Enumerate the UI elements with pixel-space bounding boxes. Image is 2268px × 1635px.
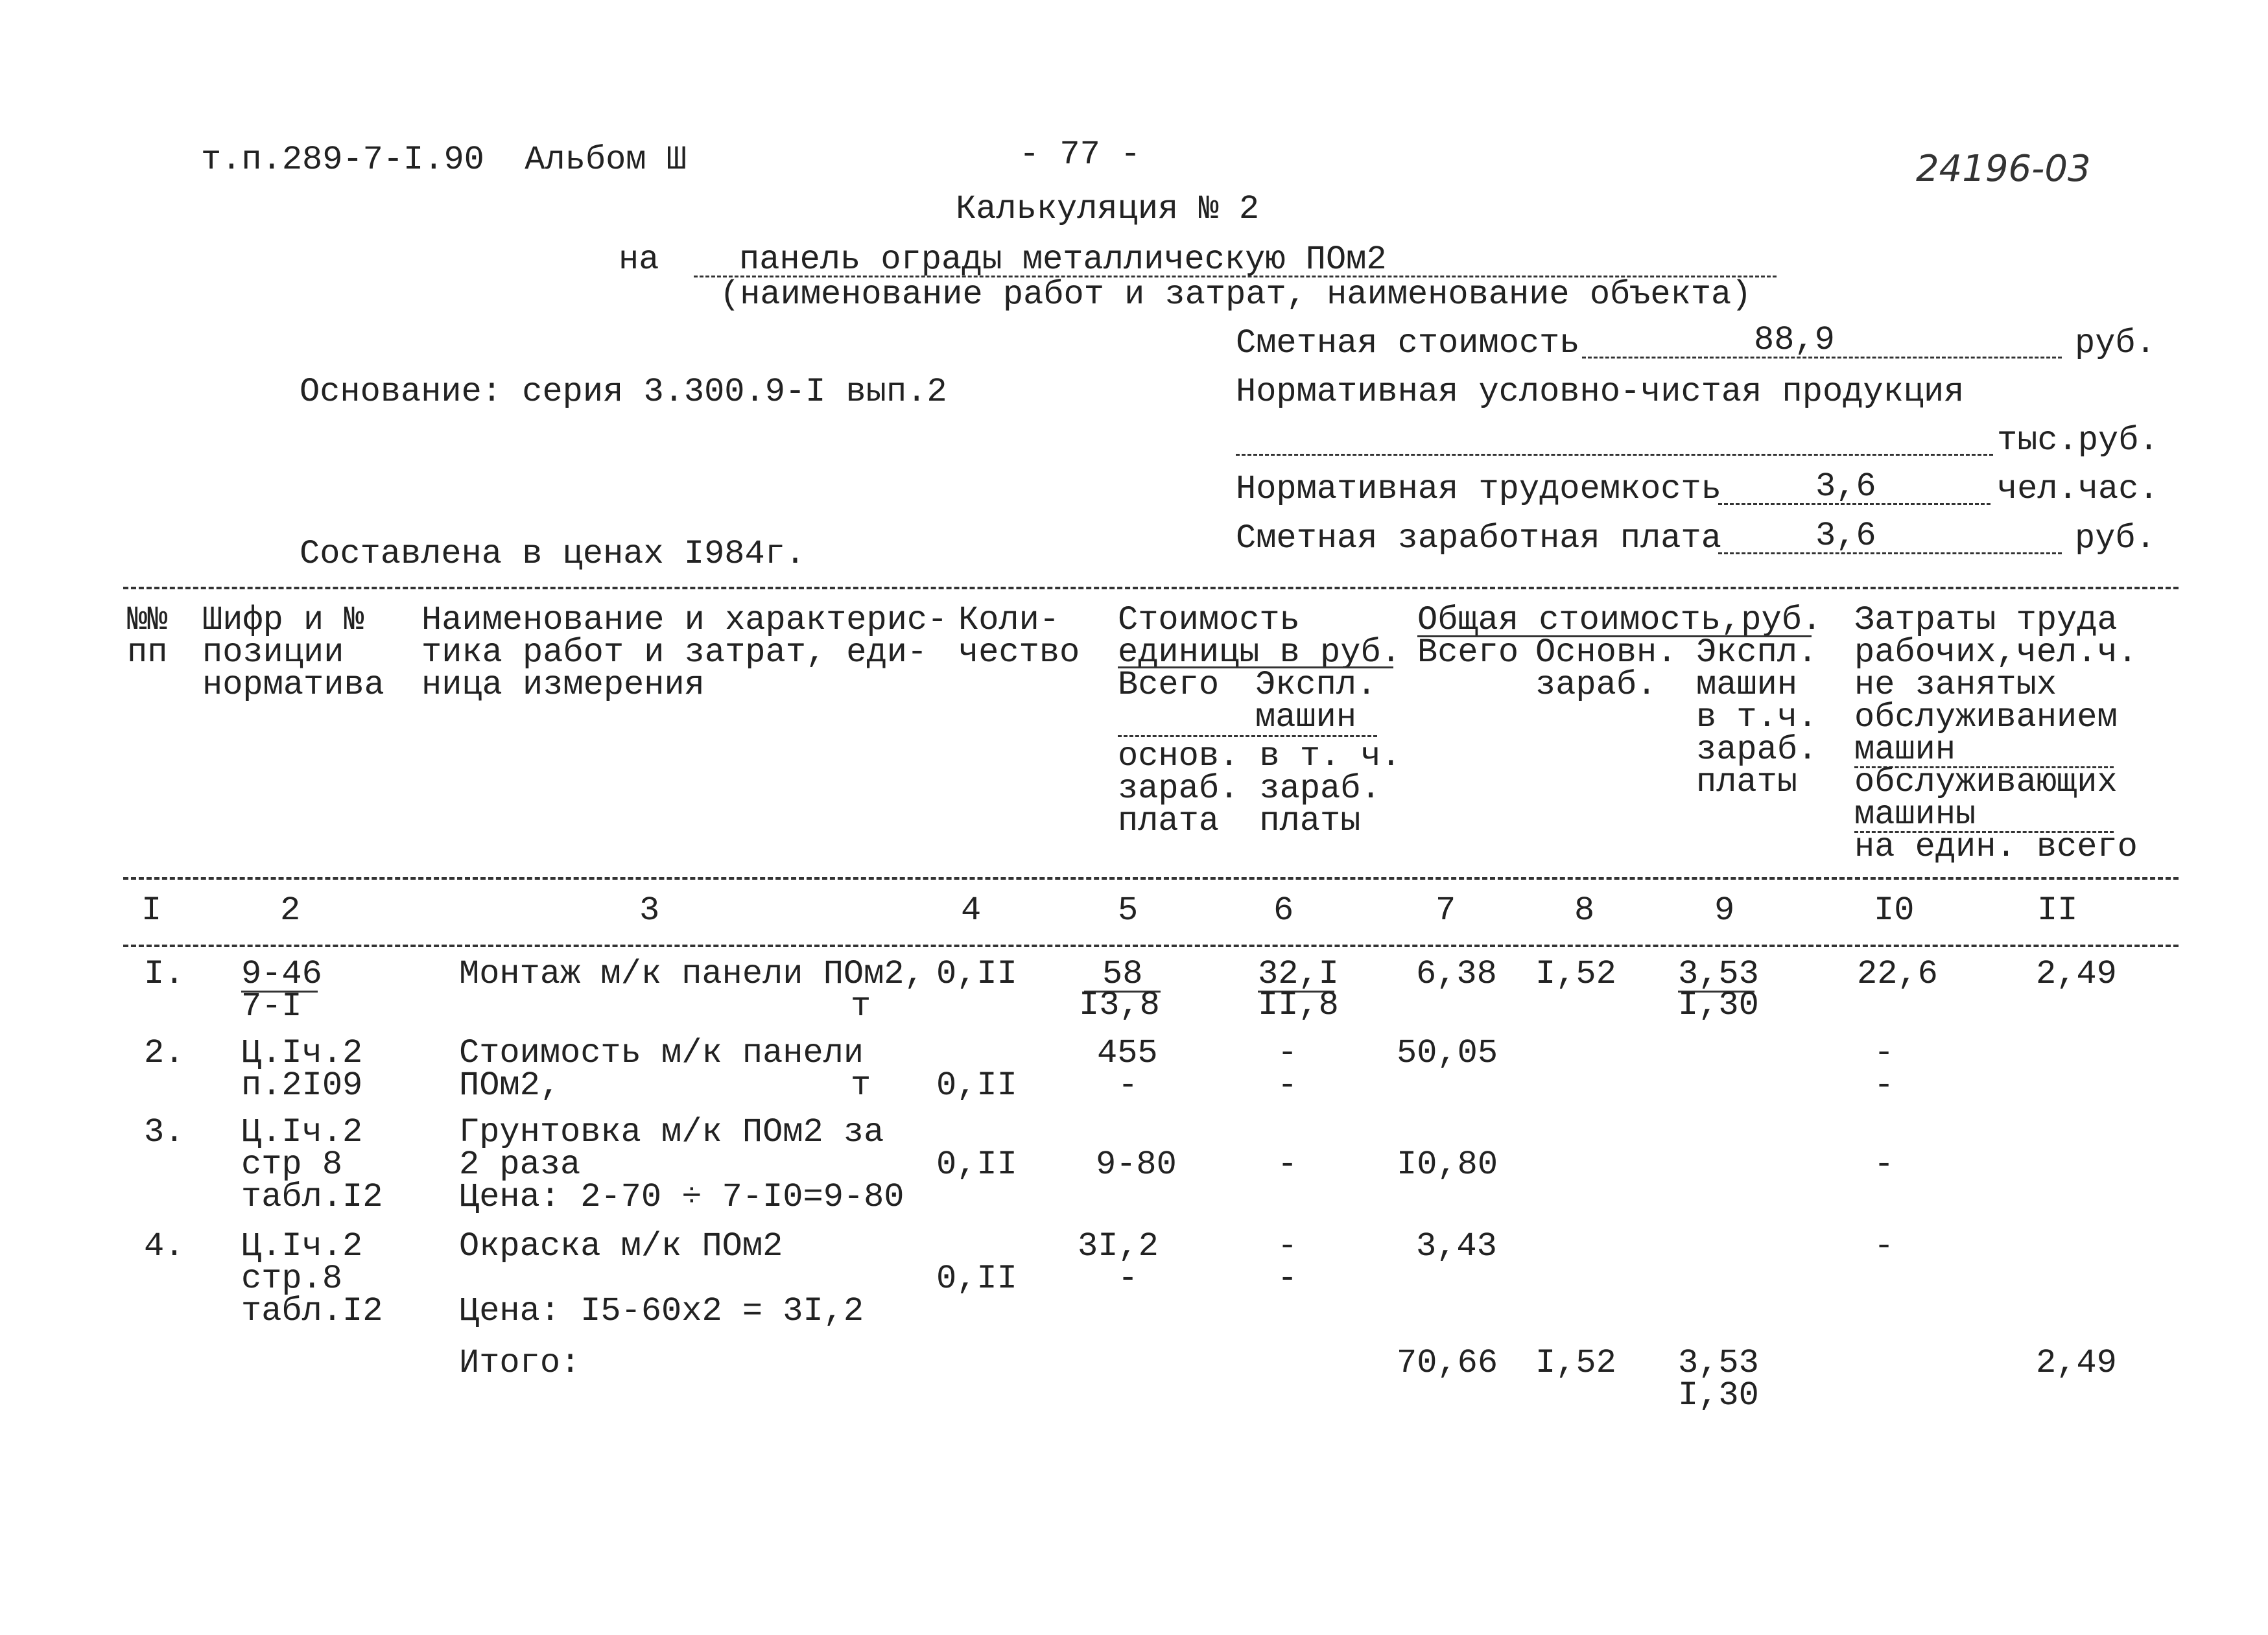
row2-col5-bottom: - [1118,1066,1139,1105]
row4-code: Ц.Iч.2 стр.8 табл.I2 [241,1227,383,1330]
row4-col5-top: 3I,2 [1078,1227,1159,1265]
row2-name: Стоимость м/к панели ПОм2, [459,1034,864,1105]
row2-unit: т [851,1066,871,1105]
total-col11: 2,49 [2036,1344,2117,1382]
row3-col6: - [1277,1146,1298,1184]
cost-unit: руб. [2075,324,2156,362]
header-col4: Коли- чество [958,601,1080,672]
archive-stamp: 24196-03 [1916,148,2091,190]
row2-number: 2. [144,1034,185,1072]
wage-unit: руб. [2075,519,2156,558]
labor-value: 3,6 [1815,467,1876,506]
wage-label: Сметная заработная плата [1236,519,1721,558]
header-col1011-bottom: на един. всего [1854,828,2138,866]
basis-text: Основание: серия 3.300.9-I вып.2 [300,373,947,411]
row1-col6-bottom: II,8 [1258,986,1339,1024]
row2-qty: 0,II [936,1066,1017,1105]
total-label: Итого: [459,1344,581,1382]
col-number: 5 [1118,891,1139,930]
row1-col6-top: 32,I [1258,955,1339,993]
document-reference: т.п.289-7-I.90 Альбом Ш [201,141,687,179]
row3-col10: - [1874,1146,1895,1184]
row4-col5-bottom: - [1118,1260,1139,1298]
row4-qty: 0,II [936,1260,1017,1298]
cost-value: 88,9 [1754,321,1835,359]
product-label: Нормативная условно-чистая продукция [1236,373,1965,411]
object-name: панель ограды металлическую ПОм2 [739,241,1387,279]
row1-col9-bottom: I,30 [1678,986,1759,1024]
header-col8: Основн. зараб. [1535,633,1677,704]
header-col1011-top: Затраты труда рабочих,чел.ч. не занятых обслуживанием [1854,601,2138,736]
labor-unit: чел.час. [1997,470,2159,508]
total-col8: I,52 [1535,1344,1616,1382]
col-number: 9 [1714,891,1735,930]
col-number: 7 [1435,891,1456,930]
product-fill-line [1236,454,1993,456]
row2-col7: 50,05 [1397,1034,1498,1072]
row1-code-underline [241,991,318,993]
table-top-rule [123,587,2179,589]
document-title: Калькуляция № 2 [956,190,1260,228]
row2-col6-top: - [1277,1034,1298,1072]
header-col56-bottom: основ. в т. ч. зараб. зараб. плата платы [1118,737,1401,840]
page-number: - 77 - [1019,135,1141,174]
header-col7: Всего [1417,633,1519,672]
row1-col7: 6,38 [1416,955,1497,993]
header-col5a: Всего [1118,666,1220,704]
wage-fill-line [1718,552,2062,554]
header-col1011-mid2: обслуживающих машины [1854,763,2118,834]
row1-col8: I,52 [1535,955,1616,993]
row1-col10: 22,6 [1857,955,1938,993]
header-col789-top: Общая стоимость,руб. [1417,601,1823,639]
wage-value: 3,6 [1815,517,1876,555]
row4-col10: - [1874,1227,1895,1265]
row3-col7: I0,80 [1397,1146,1498,1184]
object-caption: (наименование работ и затрат, наименование объекта) [720,276,1752,314]
total-col9-top: 3,53 [1678,1344,1759,1382]
row3-col5: 9-80 [1096,1146,1177,1184]
row1-col5-bottom: I3,8 [1079,986,1160,1024]
product-unit: тыс.руб. [1997,421,2159,460]
row2-col5-top: 455 [1097,1034,1158,1072]
row4-number: 4. [144,1227,185,1265]
col-number: I [141,891,162,930]
total-col9-bottom: I,30 [1678,1376,1759,1415]
header-col2: Шифр и № позиции норматива [202,601,384,704]
labor-label: Нормативная трудоемкость [1236,470,1721,508]
col-number: II [2037,891,2078,930]
row1-col5-top: 58 [1102,955,1143,993]
total-col7: 70,66 [1397,1344,1498,1382]
row3-number: 3. [144,1113,185,1151]
row3-qty: 0,II [936,1146,1017,1184]
prices-text: Составлена в ценах I984г. [300,535,806,573]
header-col3: Наименование и характерис- тика работ и затрат, еди- ница измерения [421,601,948,704]
header-col56-top: Стоимость единицы в руб. [1118,601,1401,672]
row2-code: Ц.Iч.2 п.2I09 [241,1034,363,1105]
row2-col6-bottom: - [1277,1066,1298,1105]
colnum-bottom-rule [123,945,2179,947]
row4-name: Окраска м/к ПОм2 Цена: I5-60х2 = 3I,2 [459,1227,864,1330]
header-col1011-mid: машин [1854,731,1956,769]
col-number: 3 [639,891,660,930]
col-number: 2 [280,891,301,930]
row3-name: Грунтовка м/к ПОм2 за 2 раза Цена: 2-70 ÷ 7-I0=9-80 [459,1113,904,1216]
header-col1: №№ пп [127,601,168,672]
col-number: I0 [1874,891,1915,930]
header-col6a: Экспл. машин [1255,666,1377,736]
row4-col7: 3,43 [1416,1227,1497,1265]
row1-number: I. [144,955,185,993]
row1-name: Монтаж м/к панели ПОм2, [459,955,925,993]
na-label: на [619,241,659,279]
header-col9: Экспл. машин в т.ч. зараб. платы [1696,633,1818,801]
col-number: 8 [1574,891,1595,930]
row4-col6-top: - [1277,1227,1298,1265]
row1-code: 9-46 7-I [241,955,322,1026]
header-bottom-rule [123,877,2179,880]
row3-code: Ц.Iч.2 стр 8 табл.I2 [241,1113,383,1216]
row1-qty: 0,II [936,955,1017,993]
col-number: 4 [961,891,982,930]
row1-col9-top: 3,53 [1678,955,1759,993]
cost-label: Сметная стоимость [1236,324,1580,362]
row1-unit: т [851,987,871,1026]
row2-col10: - - [1874,1034,1895,1105]
col-number: 6 [1273,891,1294,930]
row1-col11: 2,49 [2036,955,2117,993]
row4-col6-bottom: - [1277,1260,1298,1298]
